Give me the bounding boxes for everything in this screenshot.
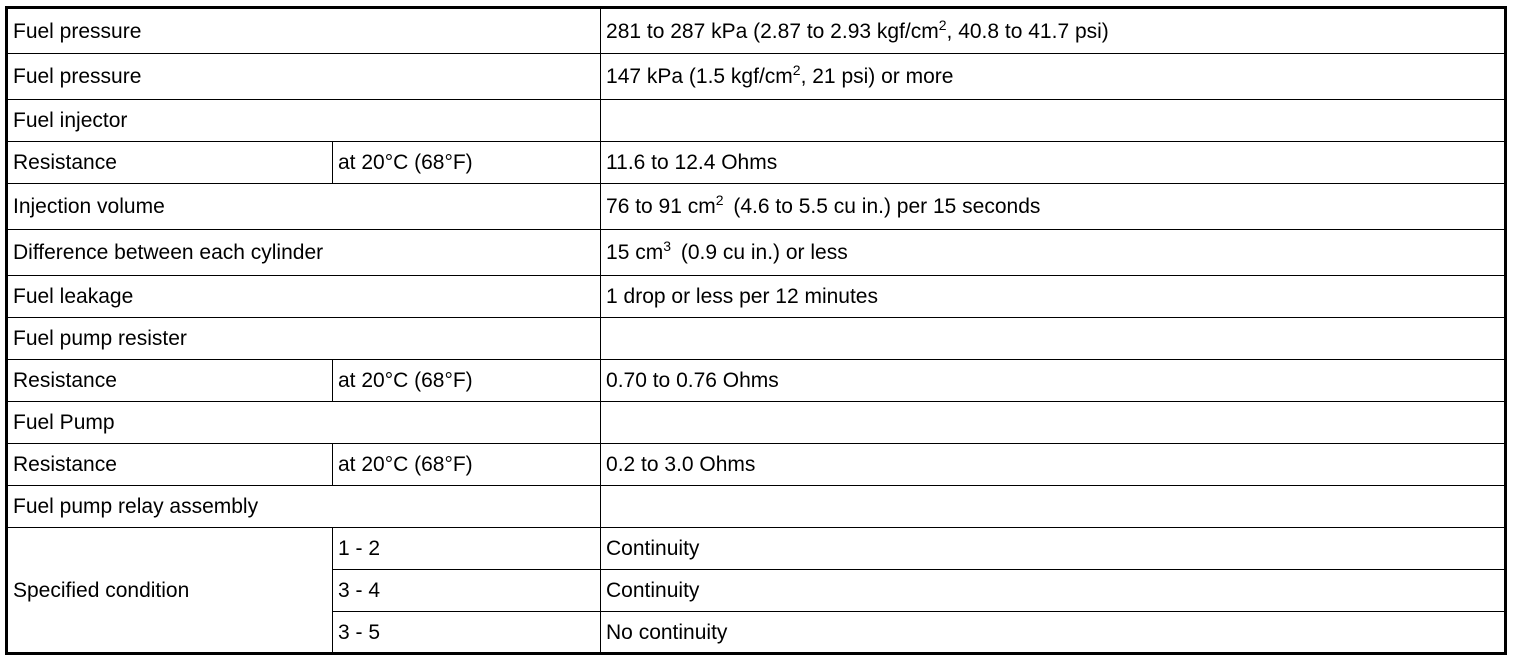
row-value: 11.6 to 12.4 Ohms [601,142,1506,184]
relay-terminals: 1 - 2 [333,528,601,570]
relay-condition-label: Specified condition [7,528,333,654]
row-value: 15 $cm^3$ (0.9 cu in.) or less [601,230,1506,276]
row-condition: at 20°C (68°F) [333,444,601,486]
row-value [601,100,1506,142]
section-heading: Fuel injector [7,100,601,142]
table-row [7,8,1506,54]
row-value: 281 to 287 kPa (2.87 to 2.93 kgf/$cm^2$, 40.8 to 41.7 psi) [601,8,1506,54]
table-row [7,54,1506,100]
row-condition: at 20°C (68°F) [333,142,601,184]
row-label: Injection volume [7,184,601,230]
row-label: Fuel leakage [7,276,601,318]
row-value [601,318,1506,360]
relay-result: Continuity [601,528,1506,570]
row-label: Fuel pressure [7,54,601,100]
table-row [7,444,1506,486]
row-value: 0.2 to 3.0 Ohms [601,444,1506,486]
table-row [7,528,1506,570]
row-label: Fuel pressure [7,8,601,54]
table-row [7,402,1506,444]
table-row [7,360,1506,402]
table-row [7,184,1506,230]
relay-terminals: 3 - 5 [333,612,601,654]
table-row [7,318,1506,360]
row-value: 147 kPa (1.5 kgf/$cm^2$, 21 psi) or more [601,54,1506,100]
row-label: Difference between each cylinder [7,230,601,276]
row-label: Resistance [7,444,333,486]
relay-result: Continuity [601,570,1506,612]
table-row [7,230,1506,276]
section-heading: Fuel Pump [7,402,601,444]
section-heading: Fuel pump relay assembly [7,486,601,528]
row-value: 76 to 91 $cm^2$ (4.6 to 5.5 cu in.) per 15 seconds [601,184,1506,230]
relay-result: No continuity [601,612,1506,654]
table-row [7,486,1506,528]
section-heading: Fuel pump resister [7,318,601,360]
row-value: 0.70 to 0.76 Ohms [601,360,1506,402]
fuel-spec-table [5,6,1507,655]
row-value [601,402,1506,444]
row-condition: at 20°C (68°F) [333,360,601,402]
table-row [7,276,1506,318]
table-row [7,142,1506,184]
row-label: Resistance [7,360,333,402]
row-value: 1 drop or less per 12 minutes [601,276,1506,318]
table-row [7,100,1506,142]
row-value [601,486,1506,528]
row-label: Resistance [7,142,333,184]
relay-terminals: 3 - 4 [333,570,601,612]
